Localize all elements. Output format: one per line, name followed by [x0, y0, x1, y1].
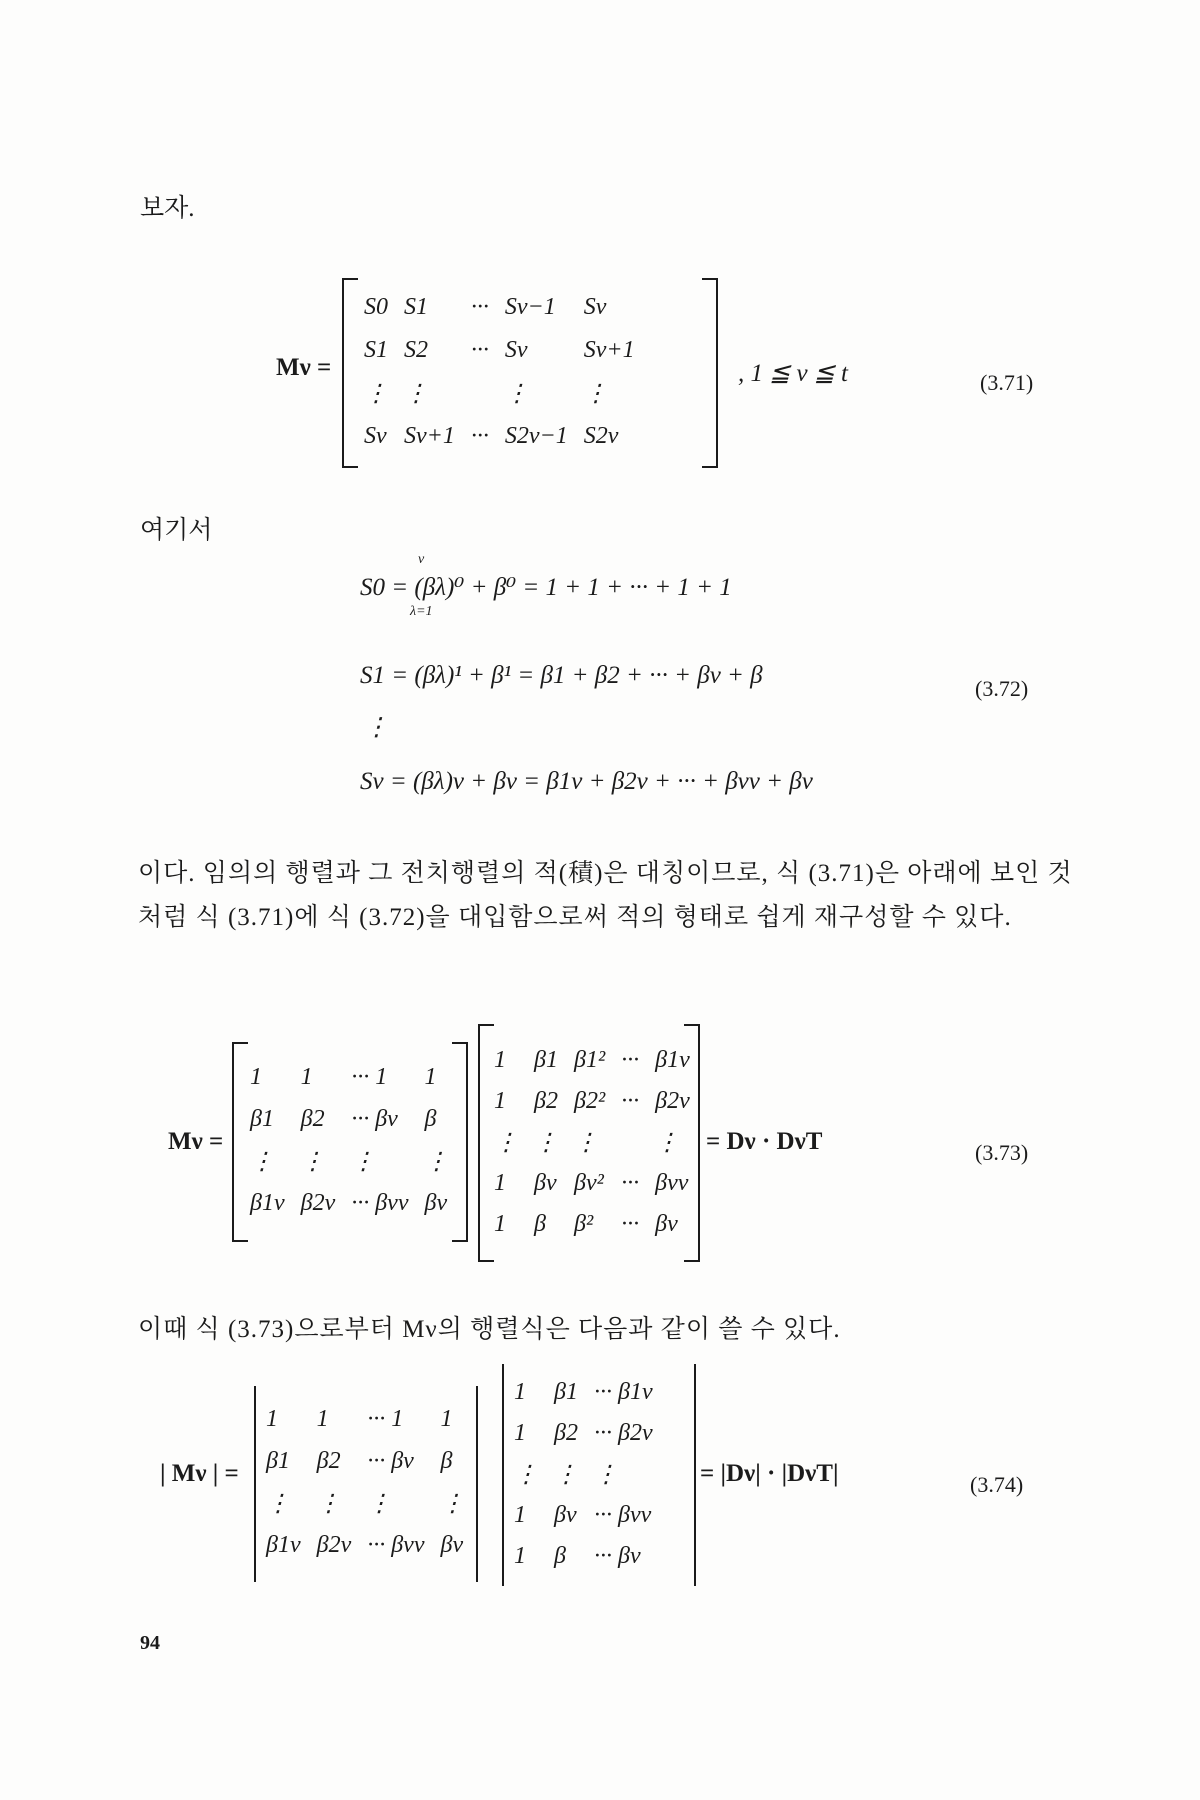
eq373-m1-cell: ··· βν — [351, 1105, 398, 1132]
eq374-m1-row — [258, 1482, 472, 1524]
eq374-m1-row — [258, 1440, 472, 1482]
eq373-m2-row — [486, 1081, 698, 1122]
eq373-m1-cell: β2 — [300, 1105, 325, 1132]
eq371-cell: Sν+1 — [583, 337, 635, 363]
eq371-cell: ⋮ — [364, 381, 388, 407]
eq373-number: (3.73) — [975, 1140, 1029, 1165]
eq373-m2-cell: βνν — [655, 1170, 689, 1196]
eq371-cell: Sν+1 — [404, 423, 455, 449]
eq373-m1-cell: β — [424, 1105, 437, 1132]
eq373-m2-row — [486, 1040, 698, 1081]
eq371-cell: ⋮ — [404, 381, 428, 407]
where-text: 여기서 — [140, 517, 213, 544]
eq371-cell — [463, 372, 497, 415]
eq372-line-1-text: S1 = (βλ)¹ + β¹ = β1 + β2 + ··· + βν + β — [360, 662, 763, 689]
intro-text: 보자. — [140, 195, 195, 222]
eq373-m1-row — [242, 1056, 456, 1098]
eq373-m2-cell: ⋮ — [655, 1130, 680, 1156]
eq374-m1-cell: β2 — [316, 1447, 341, 1474]
eq371-cell: S2ν — [583, 423, 619, 449]
eq371-cell: ⋮ — [504, 381, 529, 407]
eq371-condition: , 1 ≦ ν ≦ t — [738, 360, 848, 387]
eq373-grid-2 — [486, 1040, 698, 1245]
eq373-m2-row — [486, 1204, 698, 1245]
eq373-m1-cell: βν — [424, 1189, 448, 1216]
eq373-m2-cell: ⋮ — [534, 1130, 558, 1156]
eq373-m2-cell: ⋮ — [574, 1130, 598, 1156]
eq374-m2-cell: ⋮ — [514, 1462, 538, 1488]
eq371-lhs: Mν = — [276, 354, 332, 381]
eq374-matrix-1 — [254, 1386, 478, 1582]
eq374-m1-cell: β — [440, 1447, 453, 1474]
eq371-number: (3.71) — [980, 370, 1034, 395]
eq374-m1-cell: ⋮ — [266, 1490, 290, 1517]
page-number: 94 — [140, 1632, 160, 1654]
eq374-m1-cell: 1 — [266, 1405, 278, 1432]
eq374-m2-cell: ··· β2ν — [594, 1420, 653, 1446]
eq371-cell: Sν — [583, 294, 607, 320]
eq373-m1-cell: β1ν — [250, 1189, 285, 1216]
eq373-m2-cell: ⋮ — [494, 1130, 518, 1156]
eq373-lhs: Mν = — [168, 1128, 224, 1155]
eq372-line-2-text: ⋮ — [364, 714, 389, 741]
eq371-cell: S1 — [364, 337, 388, 363]
eq374-m2-row — [506, 1372, 661, 1413]
eq374-m1-row — [258, 1398, 472, 1440]
eq371-row — [356, 329, 643, 372]
eq373-m2-cell: ··· — [621, 1047, 640, 1073]
eq374-m1-cell: 1 — [440, 1405, 453, 1432]
eq373-matrix-1 — [232, 1042, 468, 1242]
eq373-m2-cell: β2² — [574, 1088, 606, 1114]
eq373-m2-cell: β1 — [534, 1047, 558, 1073]
eq373-m1-cell: ··· 1 — [351, 1063, 388, 1090]
eq374-m1-cell: β1ν — [266, 1531, 301, 1558]
eq373-m2-cell: βν — [655, 1211, 678, 1237]
eq372-line-3 — [360, 768, 813, 796]
eq374-m1-cell: ⋮ — [367, 1490, 392, 1517]
eq374-m1-cell: ⋮ — [316, 1490, 341, 1517]
eq373-grid-1 — [242, 1056, 456, 1224]
eq374-m2-cell: ··· βν — [594, 1543, 641, 1569]
eq374-m1-cell: βν — [440, 1531, 464, 1558]
eq373-rhs: = Dν · DνT — [706, 1128, 823, 1155]
eq371-row — [356, 372, 643, 415]
eq371-cell: ⋮ — [583, 381, 608, 407]
eq374-m1-cell: 1 — [316, 1405, 329, 1432]
eq374-m1-cell: β2ν — [316, 1531, 352, 1558]
eq372-line-3-text: Sν = (βλ)ν + βν = β1ν + β2ν + ··· + βνν + βν — [360, 768, 813, 795]
eq373-m2-cell: 1 — [494, 1211, 506, 1237]
eq374-m2-cell: β — [554, 1543, 566, 1569]
eq374-m2-row — [506, 1536, 661, 1577]
eq373-m2-cell: β — [534, 1211, 546, 1237]
eq374-m2-cell: 1 — [514, 1543, 526, 1569]
eq373-m2-cell: βν — [534, 1170, 557, 1196]
eq374-m2-row — [506, 1413, 661, 1454]
eq373-m2-cell: β2 — [534, 1088, 558, 1114]
eq371-row — [356, 415, 643, 458]
eq374-m1-cell: ⋮ — [440, 1490, 465, 1517]
eq373-m1-cell: ⋮ — [250, 1148, 274, 1175]
eq374-m2-cell: βν — [554, 1502, 577, 1528]
eq371-cell: Sν−1 — [504, 294, 556, 320]
eq373-m1-cell: ⋮ — [300, 1148, 325, 1175]
eq371-matrix — [342, 278, 718, 468]
eq373-m1-cell: ⋮ — [351, 1148, 376, 1175]
eq373-m2-cell — [613, 1122, 647, 1163]
eq374-lhs: | Mν | = — [160, 1460, 239, 1487]
eq373-m2-cell: ··· — [621, 1088, 640, 1114]
eq373-m2-row — [486, 1163, 698, 1204]
eq374-grid-1 — [258, 1398, 472, 1566]
eq371-cell: ··· — [470, 423, 489, 449]
eq373-m2-cell: ··· — [621, 1170, 640, 1196]
eq371-cell: ··· — [470, 294, 489, 320]
eq374-rhs: = |Dν| · |DνT| — [700, 1460, 839, 1487]
eq374-m2-cell: 1 — [514, 1420, 526, 1446]
eq373-m1-cell: β2ν — [300, 1189, 336, 1216]
eq373-m1-cell: β1 — [250, 1105, 274, 1132]
eq371-cell: S2ν−1 — [504, 423, 568, 449]
eq371-cell: Sν — [504, 337, 528, 363]
eq374-m2-cell: 1 — [514, 1502, 526, 1528]
eq371-row — [356, 286, 643, 329]
eq372-line-0-text: S0 = (βλ)⁰ + β⁰ = 1 + 1 + ··· + 1 + 1 — [360, 574, 732, 601]
eq373-m1-cell: ⋮ — [424, 1148, 449, 1175]
eq374-m2-cell: 1 — [514, 1379, 526, 1405]
eq374-m2-cell: ⋮ — [594, 1462, 618, 1488]
eq373-matrix-2 — [478, 1024, 700, 1262]
eq372-line-2 — [364, 712, 389, 742]
eq374-m2-cell: ··· βνν — [594, 1502, 652, 1528]
eq371-cell: S2 — [404, 337, 428, 363]
eq373-m2-row — [486, 1122, 698, 1163]
eq374-m2-row — [506, 1495, 661, 1536]
eq371-cell: ··· — [470, 337, 489, 363]
eq373-m2-cell: β1² — [574, 1047, 606, 1073]
eq373-m1-cell: 1 — [300, 1063, 313, 1090]
eq373-m2-cell: ··· — [621, 1211, 640, 1237]
eq374-m2-cell: β1 — [554, 1379, 578, 1405]
eq374-m1-cell: ··· βνν — [367, 1531, 425, 1558]
eq374-m1-row — [258, 1524, 472, 1566]
eq373-m1-cell: ··· βνν — [351, 1189, 409, 1216]
eq374-m2-cell: β2 — [554, 1420, 578, 1446]
eq372-line-1 — [360, 662, 763, 690]
eq371-grid — [356, 286, 643, 458]
eq373-m1-cell: 1 — [250, 1063, 262, 1090]
eq373-m2-cell: β1ν — [655, 1047, 690, 1073]
eq373-m2-cell: 1 — [494, 1047, 506, 1073]
eq372-block — [360, 552, 980, 832]
eq374-m1-cell: ··· βν — [367, 1447, 414, 1474]
eq374-m1-cell: β1 — [266, 1447, 290, 1474]
eq373-m2-cell: βν² — [574, 1170, 604, 1196]
eq371-cell: Sν — [364, 423, 387, 449]
eq372-sum-upper: ν — [418, 552, 425, 567]
eq373-m2-cell: 1 — [494, 1170, 506, 1196]
eq372-line-0 — [360, 572, 732, 602]
eq374-m2-cell: ⋮ — [554, 1462, 578, 1488]
eq371-cell: S1 — [404, 294, 428, 320]
eq373-m2-cell: β² — [574, 1211, 594, 1237]
eq374-number: (3.74) — [970, 1472, 1024, 1497]
eq374-matrix-2 — [502, 1364, 696, 1586]
eq373-m2-cell: β2ν — [655, 1088, 690, 1114]
paragraph-2: 이때 식 (3.73)으로부터 Mν의 행렬식은 다음과 같이 쓸 수 있다. — [138, 1316, 841, 1343]
eq373-m2-cell: 1 — [494, 1088, 506, 1114]
eq374-m2-cell: ··· β1ν — [594, 1379, 653, 1405]
eq373-m1-row — [242, 1140, 456, 1182]
eq374-grid-2 — [506, 1372, 661, 1577]
paragraph-1: 이다. 임의의 행렬과 그 전치행렬의 적(積)은 대칭이므로, 식 (3.71)은 아래에 보인 것처럼 식 (3.71)에 식 (3.72)을 대입함으로써 적의 형태로 쉽게 재구성할 수 있다. — [138, 860, 1073, 931]
eq372-number: (3.72) — [975, 676, 1029, 701]
eq374-m2-row — [506, 1454, 661, 1495]
eq373-m1-row — [242, 1098, 456, 1140]
eq371-cell: S0 — [364, 294, 388, 320]
eq372-sum-lower: λ=1 — [410, 604, 433, 619]
eq373-m1-cell: 1 — [424, 1063, 437, 1090]
eq374-m1-cell: ··· 1 — [367, 1405, 404, 1432]
eq373-m1-row — [242, 1182, 456, 1224]
